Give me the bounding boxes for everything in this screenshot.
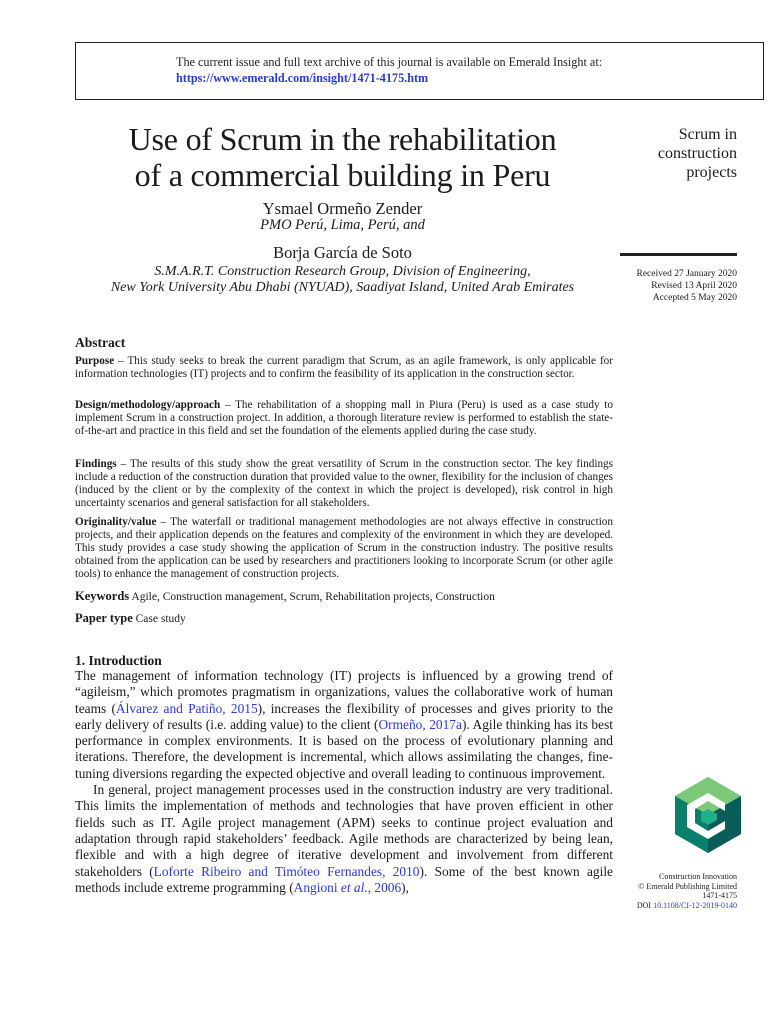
- sidebar-rule-divider: [620, 253, 737, 256]
- affiliation-2-line-2: New York University Abu Dhabi (NYUAD), Saadiyat Island, United Arab Emirates: [110, 280, 575, 295]
- originality-text: – The waterfall or traditional management methodologies are not always effective in construction projects, and their application depends on the features and complexity of the environment in which they are developed. This study provides a case study showing the application of Scrum in the construction industry. The positive results obtained from the application can be used by researchers and practitioners looking to incorporate Scrum (or other agile tools) to enhance the management of construction projects.: [75, 516, 613, 580]
- abstract-purpose: [75, 355, 613, 381]
- accepted-date: Accepted 5 May 2020: [652, 293, 737, 303]
- intro-text: The management of information technology (IT) projects is influenced by a growing trend of “agileism,” which promotes pragmatism in organizations, values the collaborative work of human teams (: [75, 668, 613, 716]
- intro-text: ). Some of the best known agile methods include extreme programming (: [75, 863, 613, 895]
- citation-link[interactable]: Álvarez and Patiño, 2015: [115, 700, 258, 716]
- author-2: Borja García de Soto: [273, 243, 412, 262]
- running-head: [612, 125, 737, 182]
- citation-part: et al.: [340, 879, 368, 895]
- introduction-heading: 1. Introduction: [75, 653, 162, 668]
- paper-type-label: Paper type: [75, 611, 133, 625]
- citation-part: , 2006: [367, 879, 402, 895]
- doi-label: DOI: [636, 900, 652, 910]
- issn: 1471-4175: [702, 891, 737, 901]
- keywords: [75, 589, 613, 604]
- intro-text: ), increases the flexibility of processes and gives priority to the early delivery of results (i.e. adding value) to the client (: [75, 700, 613, 732]
- paper-type-text: Case study: [132, 613, 186, 625]
- running-head-line: construction: [657, 145, 737, 162]
- archive-notice-text: The current issue and full text archive of this journal is available on Emerald Insight at:: [176, 55, 603, 69]
- revised-date: Revised 13 April 2020: [651, 281, 737, 291]
- doi-line: [620, 901, 737, 911]
- findings-text: – The results of this study show the great versatility of Scrum in the construction sector. The key findings include a reduction of the construction duration that provided value to the owner, flexibility for the inclusion of changes (induced by the client or by the complexity of the context in which the project is developed), risk control in high uncertainty scenarios and general satisfaction for all stakeholders.: [75, 458, 613, 509]
- citation-part: Angioni: [293, 879, 341, 895]
- intro-paragraph-1: [75, 668, 613, 782]
- doi-link[interactable]: 10.1108/CI-12-2019-0140: [653, 900, 737, 910]
- citation-link[interactable]: Ormeño, 2017a: [378, 716, 462, 732]
- findings-label: Findings: [75, 458, 117, 470]
- abstract-findings: [75, 458, 613, 510]
- archive-url-link[interactable]: https://www.emerald.com/insight/1471-4175.htm: [176, 71, 429, 85]
- article-title: [75, 121, 610, 193]
- affiliation-2-line-1: S.M.A.R.T. Construction Research Group, Division of Engineering,: [154, 264, 531, 279]
- publisher: © Emerald Publishing Limited: [638, 881, 737, 891]
- article-dates: [600, 268, 737, 304]
- archive-notice-box: [75, 42, 764, 100]
- intro-text: ). Agile thinking has its best performance in complex environments. It is based on the process of evolutionary planning and iterations. Therefore, the development is incremental, which allows assimilating the changes, fine-tuning diversions regarding the expected objective and overall leading to continuous improvement.: [75, 716, 613, 781]
- abstract-originality: [75, 516, 613, 581]
- design-text: – The rehabilitation of a shopping mall in Piura (Peru) is used as a case study to implement Scrum in a construction project. In addition, a thorough literature review is performed to establish the state-of-the-art and practice in this field and set the foundation of the elements applied during the case study.: [75, 399, 613, 437]
- intro-text: In general, project management processes used in the construction industry are very traditional. This limits the implementation of methods and technologies that have proven efficient in other fields such as IT. Agile project management (APM) seeks to continue project evaluation and adaptation through rapid stakeholders’ feedback. Agile methods are characterized by being lean, flexible and with a high degree of iterative development and involvement from different stakeholders (: [75, 782, 613, 879]
- keywords-label: Keywords: [75, 589, 130, 603]
- running-head-line: Scrum in: [678, 126, 737, 143]
- design-label: Design/methodology/approach: [75, 399, 221, 411]
- author-1: Ysmael Ormeño Zender: [262, 199, 423, 218]
- affiliation-1: PMO Perú, Lima, Perú, and: [260, 217, 425, 233]
- keywords-text: Agile, Construction management, Scrum, Rehabilitation projects, Construction: [129, 591, 495, 603]
- emerald-logo-icon: [673, 775, 743, 855]
- received-date: Received 27 January 2020: [636, 269, 737, 279]
- journal-info: [620, 872, 737, 910]
- intro-paragraph-2: [75, 782, 613, 896]
- citation-link[interactable]: Loforte Ribeiro and Timóteo Fernandes, 2010: [153, 863, 420, 879]
- intro-text: ),: [401, 879, 409, 895]
- purpose-label: Purpose: [75, 355, 115, 367]
- title-line-2: of a commercial building in Peru: [134, 157, 551, 193]
- citation-link[interactable]: [294, 880, 402, 895]
- title-line-1: Use of Scrum in the rehabilitation: [128, 121, 557, 157]
- abstract-design: [75, 399, 613, 438]
- journal-name: Construction Innovation: [659, 872, 737, 881]
- abstract-heading: Abstract: [75, 335, 126, 350]
- introduction-body: [75, 668, 613, 896]
- paper-type: [75, 611, 613, 626]
- originality-label: Originality/value: [75, 516, 157, 528]
- running-head-line: projects: [686, 164, 737, 181]
- purpose-text: – This study seeks to break the current paradigm that Scrum, as an agile framework, is only applicable for information technologies (IT) projects and to confirm the feasibility of its application in the construction sector.: [75, 355, 613, 380]
